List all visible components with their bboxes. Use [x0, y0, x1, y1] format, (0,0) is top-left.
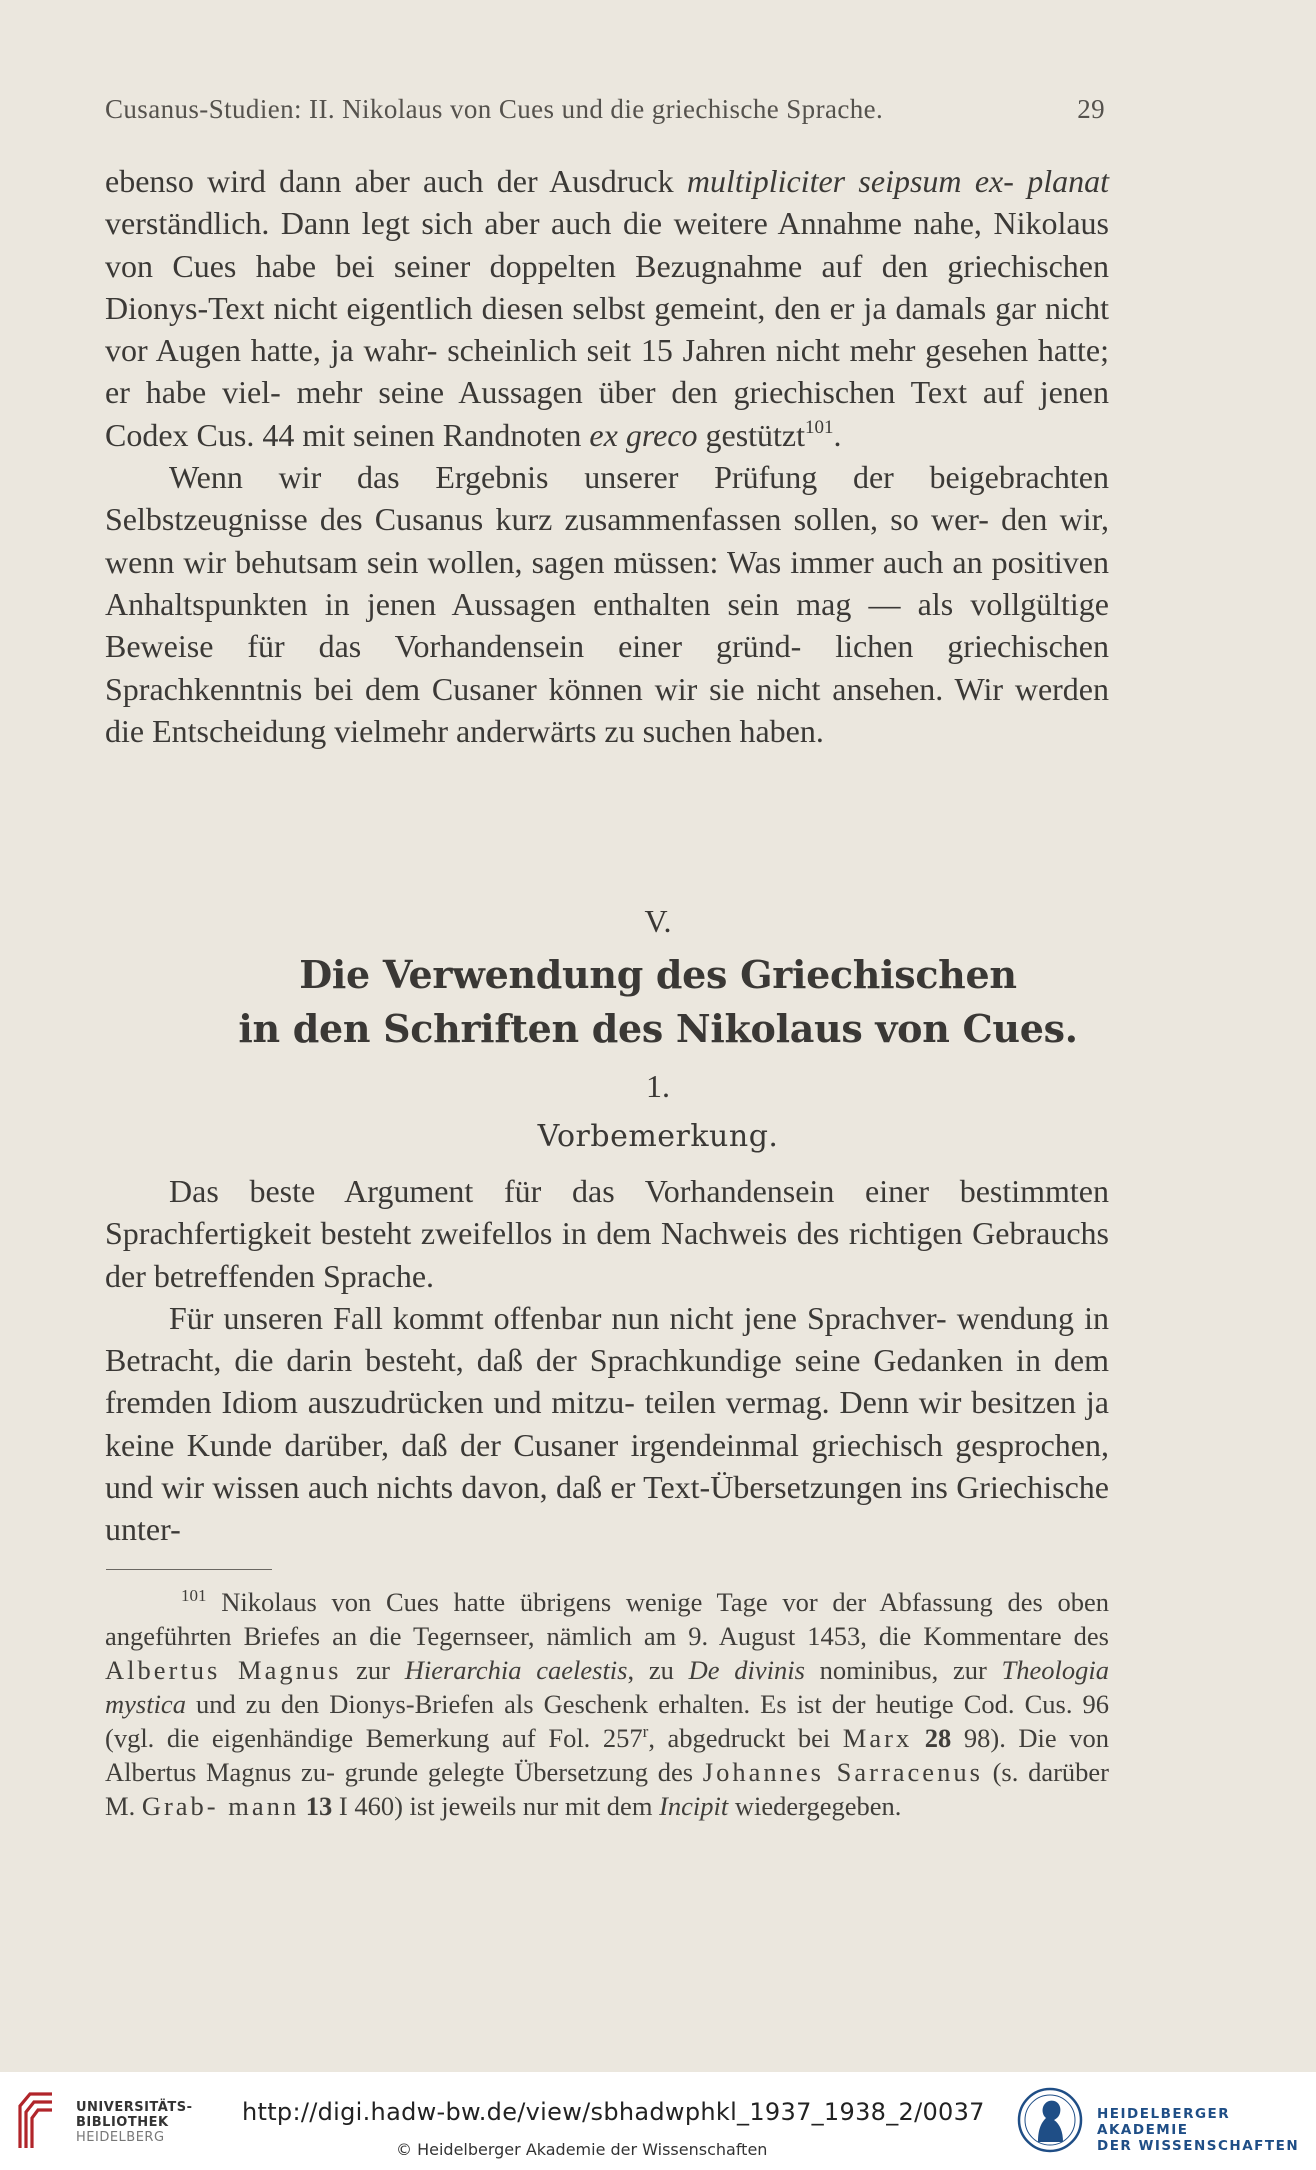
footnote-101 — [105, 1585, 1109, 1823]
text-run: gestützt — [697, 416, 806, 453]
italic-text: multipliciter seipsum ex- planat — [686, 163, 1110, 199]
body-text-top — [105, 160, 1109, 752]
text-run: 13 — [305, 1791, 333, 1821]
superscript: r — [642, 1722, 649, 1741]
viewer-footer — [0, 2072, 1316, 2170]
text-run: ebenso wird dann aber auch der Ausdruck — [105, 163, 687, 199]
text-run: Marx — [842, 1723, 913, 1753]
text-run: I 460) ist jeweils nur mit dem — [332, 1791, 660, 1821]
text-run — [299, 1791, 306, 1821]
text-run: Grab- mann — [141, 1791, 300, 1821]
text-run: nominibus, zur — [804, 1655, 1002, 1685]
section-title-line-2: in den Schriften des Nikolaus von Cues. — [238, 1006, 1078, 1051]
text-run: und zu den Dionys-Briefen als Geschenk erhalten. Es ist der heutige Cod. Cus. 96 (vgl. die eigenhändige Bemerkung auf Fol. 257 — [105, 1689, 1109, 1753]
text-run: (s. darüber M. — [105, 1757, 1109, 1821]
subsection-number: 1. — [646, 1068, 670, 1104]
copyright-notice: © Heidelberger Akademie der Wissenschaften — [396, 2140, 768, 2159]
academy-line-1: HEIDELBERGER AKADEMIE — [1097, 2106, 1231, 2138]
text-run: Nikolaus von Cues hatte übrigens wenige Tage vor der Abfassung des oben angeführten Briefes an die Tegernseer, nämlich am 9. August 1453, die Kommentare des — [105, 1587, 1109, 1651]
running-title: Cusanus-Studien: II. Nikolaus von Cues und die griechische Sprache. — [105, 94, 884, 124]
text-run: 98). Die von Albertus Magnus zu- grunde gelegte Übersetzung des — [105, 1723, 1110, 1787]
superscript: 101 — [805, 416, 834, 438]
italic-text: Incipit — [659, 1791, 729, 1821]
text-run: , abgedruckt bei — [648, 1723, 843, 1753]
library-line-1: UNIVERSITÄTS- — [76, 2100, 193, 2115]
paragraph — [105, 160, 1109, 456]
section-title-line-1: Die Verwendung des Griechischen — [299, 952, 1017, 997]
text-run: Für unseren Fall kommt offenbar nun nicht jene Sprachver- wendung in Betracht, die darin besteht, daß der Sprachkundige seine Gedanken in dem fremden Idiom auszudrücken und mitzu- teilen vermag. Denn wir besitzen ja keine Kunde darüber, daß der Cusaner irgendeinmal griechisch gesprochen, und wir wissen auch nichts davon, daß er Text-Übersetzungen ins Griechische unter- — [105, 1299, 1109, 1548]
paragraph — [105, 1297, 1109, 1551]
subsection-title: Vorbemerkung. — [537, 1119, 779, 1154]
running-head — [105, 94, 1105, 125]
italic-text: Theologia mystica — [105, 1655, 1110, 1719]
paragraph — [105, 456, 1109, 752]
section-number: V. — [644, 903, 672, 939]
page-number: 29 — [1077, 94, 1105, 124]
library-line-2: BIBLIOTHEK — [76, 2115, 169, 2130]
text-run: Wenn wir das Ergebnis unserer Prüfung der beigebrachten Selbstzeugnisse des Cusanus kurz zusammenfassen sollen, so wer- den wir, wenn wir behutsam sein wollen, sagen müssen: Was immer auch an positiven Anhaltspunkten in jenen Aussagen enthalten sein mag — als vollgültige Beweise für das Vorhandensein einer gründ- lichen griechischen Sprachkenntnis bei dem Cusaner können wir sie nicht ansehen. Wir werden die Entscheidung vielmehr anderwärts zu suchen haben. — [105, 459, 1109, 749]
academy-line-2: DER WISSENSCHAFTEN — [1097, 2138, 1300, 2154]
italic-text: Hierarchia caelestis — [404, 1655, 628, 1685]
university-library-name — [76, 2100, 192, 2145]
text-run: verständlich. Dann legt sich aber auch die weitere Annahme nahe, Nikolaus von Cues habe bei seiner doppelten Bezugnahme auf den griechischen Dionys-Text nicht eigentlich diesen selbst gemeint, den er ja damals gar nicht vor Augen hatte, ja wahr- scheinlich seit 15 Jahren nicht mehr gesehen hatte; er habe viel- mehr seine Aussagen über den griechischen Text auf jenen Codex Cus. 44 mit seinen Randnoten — [105, 205, 1109, 453]
text-run: wiedergegeben. — [728, 1791, 902, 1821]
text-run: Albertus Magnus — [105, 1655, 342, 1685]
footnote-rule — [106, 1569, 272, 1570]
library-line-3: HEIDELBERG — [76, 2130, 165, 2145]
university-library-logo-icon[interactable] — [14, 2090, 58, 2152]
body-text-bottom — [105, 1170, 1109, 1551]
footnote-text — [105, 1585, 1109, 1823]
paragraph — [105, 1170, 1109, 1297]
text-run — [912, 1723, 925, 1753]
italic-text: ex greco — [589, 416, 698, 453]
academy-seal-icon[interactable] — [1016, 2084, 1084, 2156]
superscript: 101 — [181, 1586, 207, 1605]
section-title — [0, 948, 1316, 1056]
academy-name — [1097, 2106, 1316, 2154]
permalink-url[interactable]: http://digi.hadw-bw.de/view/sbhadwphkl_1937_1938_2/0037 — [242, 2098, 985, 2126]
text-run: Das beste Argument für das Vorhandensein einer bestimmten Sprachfertigkeit besteht zweifellos in dem Nachweis des richtigen Gebrauchs der betreffenden Sprache. — [105, 1173, 1109, 1294]
text-run: Johannes Sarracenus — [702, 1757, 983, 1787]
text-run: 28 — [924, 1723, 952, 1753]
text-run: zur — [341, 1655, 405, 1685]
italic-text: De divinis — [688, 1655, 805, 1685]
text-run: . — [833, 416, 842, 453]
text-run: , zu — [627, 1655, 689, 1685]
